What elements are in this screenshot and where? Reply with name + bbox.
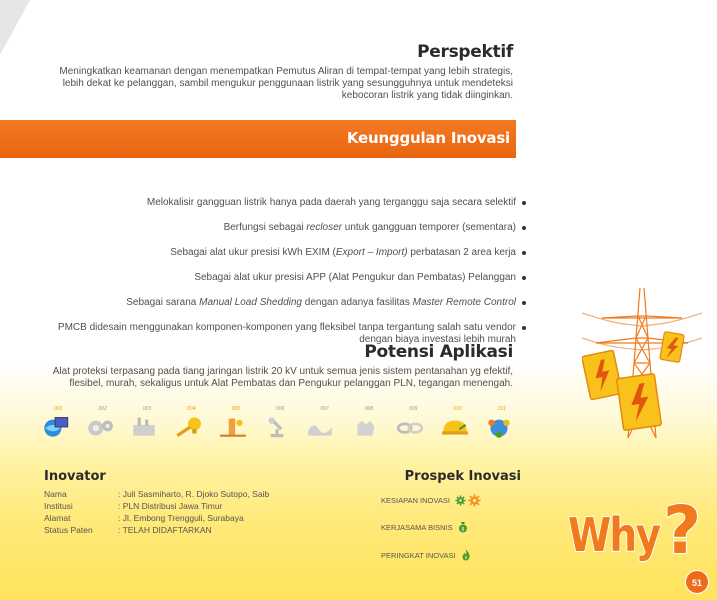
building-icon (218, 414, 248, 438)
prospek-section (381, 469, 521, 560)
chain-icon (395, 414, 425, 438)
svg-text:$: $ (461, 526, 465, 533)
bulb-key-icon (173, 414, 203, 438)
info-value: : Jl. Embong Trengguli, Surabaya (118, 513, 244, 523)
application-icon-item (351, 406, 387, 446)
icon-number: 010 (453, 406, 462, 412)
potensi-section (30, 342, 513, 390)
application-icon-item (440, 406, 476, 446)
advantages-list (30, 197, 528, 359)
application-icon-item (484, 406, 520, 446)
info-row (44, 489, 269, 501)
power-tower-illustration (582, 288, 702, 438)
wave-icon (306, 414, 336, 438)
advantage-text: Sebagai alat ukur presisi kWh EXIM ( (170, 247, 336, 258)
keunggulan-banner (0, 120, 516, 158)
corner-decoration (0, 0, 30, 55)
lightning-sign-right (617, 374, 662, 431)
prospek-label: PERINGKAT INOVASI (381, 550, 456, 560)
advantage-text: perbatasan 2 area kerja (407, 247, 516, 258)
advantage-text: Sebagai alat ukur presisi APP (Alat Pengukur dan Pembatas) Pelanggan (194, 272, 516, 283)
inovator-table (44, 489, 269, 537)
info-row (44, 525, 269, 537)
advantage-italic-text: Manual Load Shedding (199, 297, 302, 308)
perspektif-line: lebih dekat ke pelanggan, sambil mengukur penggunaan listrik yang sesungguhnya untuk mendeteksi (62, 78, 513, 89)
prospek-label: KESIAPAN INOVASI (381, 496, 450, 505)
icon-number: 009 (409, 406, 418, 412)
advantage-text: PMCB didesain menggunakan komponen-komponen yang fleksibel tanpa tergantung salah satu vendor (57, 322, 516, 333)
perspektif-line: Meningkatkan keamanan dengan menempatkan Pemutus Aliran di tempat-tempat yang lebih strategis, (59, 66, 513, 77)
info-key: Nama (44, 489, 67, 499)
icon-number: 003 (142, 406, 152, 412)
info-value: : Juli Sasmiharto, R. Djoko Sutopo, Saib (118, 489, 270, 499)
info-key: Institusi (44, 501, 73, 511)
flame-icon (461, 549, 471, 561)
application-icon-item (129, 406, 165, 446)
banner-title: Keunggulan Inovasi (346, 129, 510, 147)
prospek-row-peringkat (381, 549, 471, 561)
advantage-text: Berfungsi sebagai (223, 222, 307, 233)
page-number: 51 (685, 570, 709, 594)
prospek-row-kerjasama (381, 521, 468, 533)
inovator-section (44, 469, 344, 537)
application-icon-item (84, 406, 120, 446)
advantage-item (30, 247, 528, 259)
application-icon-item (40, 406, 76, 446)
gear-orange-icon (468, 494, 481, 507)
question-mark: ? (663, 492, 702, 569)
hand-icon (351, 414, 381, 438)
lightning-sign-left (582, 350, 622, 400)
globe-computer-icon (40, 414, 70, 438)
advantage-item (30, 272, 528, 284)
info-value: : PLN Distribusi Jawa Timur (118, 501, 223, 511)
advantage-item (30, 297, 528, 309)
advantage-item (30, 197, 528, 209)
perspektif-text (40, 66, 513, 102)
advantage-text: dengan adanya fasilitas (301, 297, 413, 308)
perspektif-section (40, 42, 513, 102)
advantage-text: Sebagai sarana (126, 297, 200, 308)
factory-icon (129, 414, 159, 438)
inovator-title: Inovator (44, 469, 106, 484)
gear-green-icon (455, 495, 466, 506)
advantage-italic-text: recloser (306, 222, 342, 233)
people-globe-icon (484, 414, 514, 438)
prospek-label: KERJASAMA BISNIS (381, 522, 453, 532)
prospek-row-kesiapan (381, 494, 481, 507)
icon-number: 008 (364, 406, 374, 412)
icon-number: 007 (320, 406, 329, 412)
icon-number: 006 (275, 406, 285, 412)
info-key: Alamat (44, 513, 71, 523)
potensi-line: flesibel, murah, sekaligus untuk Alat Pembatas dan Pengukur pelanggan PLN, tegangan menengah. (69, 378, 513, 389)
prospek-title: Prospek Inovasi (404, 469, 521, 484)
icon-number: 002 (98, 406, 107, 412)
advantage-item (30, 222, 528, 234)
application-icons-row (40, 406, 520, 446)
info-row (44, 501, 269, 513)
application-icon-item (262, 406, 298, 446)
info-value: : TELAH DIDAFTARKAN (118, 525, 212, 535)
advantage-text: Melokalisir gangguan listrik hanya pada daerah yang terganggu saja secara selektif (146, 197, 516, 208)
advantage-italic-text: Master Remote Control (412, 297, 516, 308)
potensi-text (30, 366, 513, 390)
application-icon-item (173, 406, 209, 446)
potensi-title: Potensi Aplikasi (364, 342, 513, 362)
microscope-icon (262, 414, 292, 438)
info-key: Status Paten (44, 525, 93, 535)
advantage-text: untuk gangguan temporer (sementara) (342, 222, 516, 233)
helmet-icon (440, 414, 470, 438)
perspektif-line: kebocoran listrik yang tidak diinginkan. (341, 90, 513, 101)
money-bag-icon (458, 521, 468, 533)
application-icon-item (306, 406, 342, 446)
application-icon-item (218, 406, 254, 446)
advantage-text-line2: dengan biaya investasi lebih murah (359, 334, 516, 345)
advantage-italic-text: Export – Import) (335, 247, 408, 258)
potensi-line: Alat proteksi terpasang pada tiang jaringan listrik 20 kV untuk semua jenis sistem pentanahan yg efektif, (52, 366, 513, 377)
why-wordmark: Why (568, 508, 660, 562)
icon-number: 004 (187, 406, 196, 412)
perspektif-title: Perspektif (417, 42, 513, 62)
gears-icon (84, 414, 114, 438)
application-icon-item (395, 406, 431, 446)
icon-number: 001 (54, 406, 63, 412)
icon-number: 005 (231, 406, 240, 412)
info-row (44, 513, 269, 525)
icon-number: 011 (497, 406, 506, 412)
lightning-sign-small (660, 331, 685, 362)
